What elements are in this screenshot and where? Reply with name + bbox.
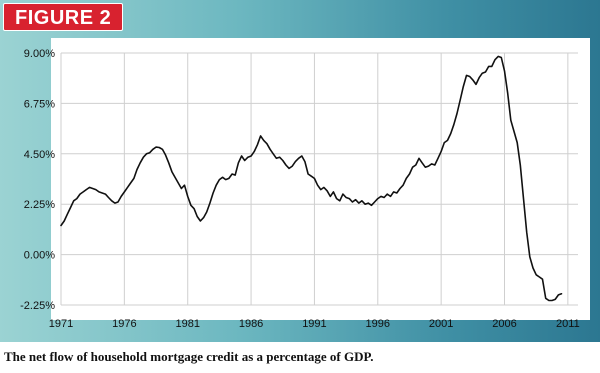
plot-area — [51, 38, 590, 320]
x-tick-label: 1996 — [365, 318, 391, 330]
x-tick-label: 2001 — [428, 318, 454, 330]
y-tick-label: 6.75% — [23, 98, 55, 111]
x-axis-ticks — [49, 318, 580, 330]
y-tick-label: 2.25% — [23, 199, 55, 212]
y-tick-label: -2.25% — [20, 300, 55, 312]
y-tick-label: 4.50% — [23, 148, 55, 161]
figure-caption: The net flow of household mortgage credit as a percentage of GDP. — [4, 349, 374, 364]
figure-label: FIGURE 2 — [3, 3, 123, 31]
y-tick-label: 0.00% — [23, 249, 55, 262]
x-tick-label: 1991 — [302, 318, 327, 330]
x-tick-label: 2011 — [556, 318, 580, 330]
x-tick-label: 1971 — [48, 318, 74, 330]
y-tick-label: 9.00% — [23, 48, 55, 60]
x-tick-label: 1981 — [175, 318, 200, 330]
x-tick-label: 1986 — [238, 318, 264, 330]
x-tick-label: 2006 — [492, 318, 517, 330]
x-tick-label: 1976 — [112, 318, 137, 330]
y-axis-ticks — [20, 48, 55, 312]
